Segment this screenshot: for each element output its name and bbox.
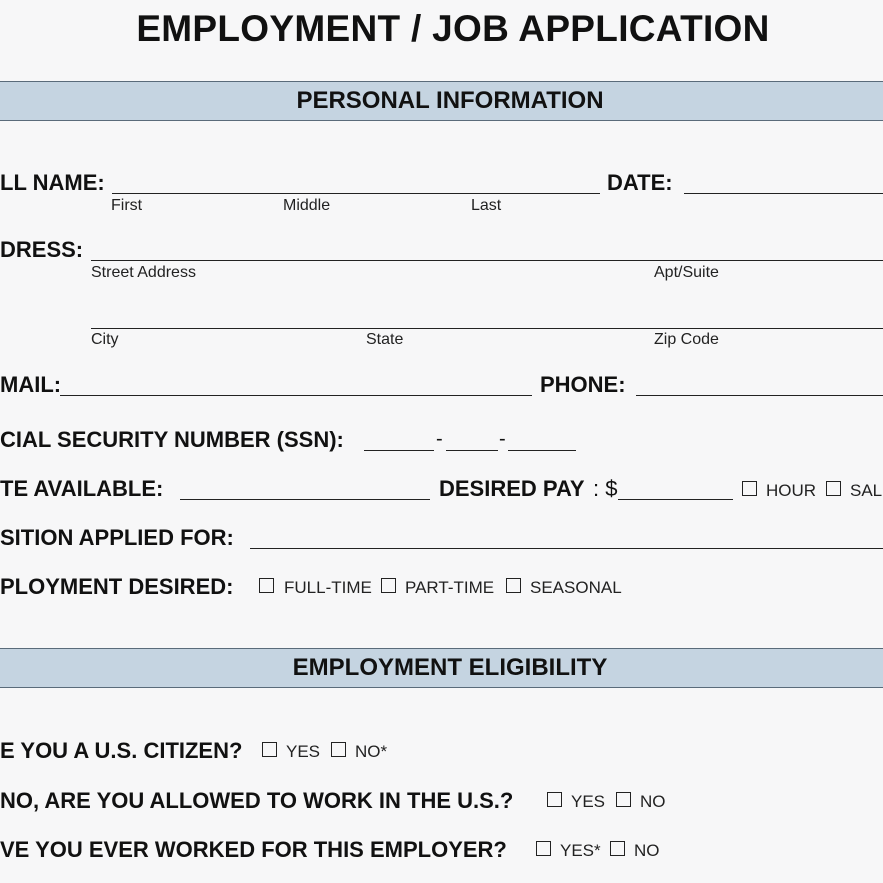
worked-yes-checkbox[interactable] [536, 841, 551, 856]
date-label: DATE: [607, 170, 673, 195]
citizen-no-label: NO* [355, 742, 388, 761]
seasonal-label: SEASONAL [530, 578, 622, 597]
name-middle-hint: Middle [283, 197, 331, 214]
hour-checkbox[interactable] [742, 481, 757, 496]
desired-pay-field[interactable] [618, 499, 733, 500]
full-time-label: FULL-TIME [284, 578, 372, 597]
apt-suite-hint: Apt/Suite [654, 264, 719, 281]
date-available-field[interactable] [180, 499, 430, 500]
salary-option-label: SAL [850, 481, 883, 500]
part-time-label: PART-TIME [405, 578, 495, 597]
ssn-part-2-field[interactable] [446, 450, 498, 451]
name-first-hint: First [111, 197, 143, 214]
desired-pay-label: DESIRED PAY [439, 476, 585, 501]
worked-yes-label: YES* [560, 841, 601, 860]
section-header-eligibility [0, 648, 883, 688]
citizen-yes-checkbox[interactable] [262, 742, 277, 757]
position-field[interactable] [250, 548, 883, 549]
ssn-dash: - [436, 428, 443, 450]
email-field[interactable] [60, 395, 532, 396]
phone-label: PHONE: [540, 372, 626, 397]
citizen-question: E YOU A U.S. CITIZEN? [0, 738, 243, 763]
salary-checkbox[interactable] [826, 481, 841, 496]
full-name-field[interactable] [112, 193, 600, 194]
address-label: DRESS: [0, 237, 84, 262]
citizen-no-checkbox[interactable] [331, 742, 346, 757]
section-title: PERSONAL INFORMATION [296, 87, 604, 114]
allowed-no-checkbox[interactable] [616, 792, 631, 807]
worked-before-question: VE YOU EVER WORKED FOR THIS EMPLOYER? [0, 837, 507, 862]
section-header-personal [0, 81, 883, 121]
street-address-hint: Street Address [91, 264, 196, 281]
city-hint: City [91, 331, 119, 348]
allowed-yes-label: YES [571, 792, 606, 811]
phone-field[interactable] [636, 395, 883, 396]
allowed-no-label: NO [640, 792, 666, 811]
seasonal-checkbox[interactable] [506, 578, 521, 593]
form-title: EMPLOYMENT / JOB APPLICATION [136, 8, 770, 49]
date-available-label: TE AVAILABLE: [0, 476, 164, 501]
part-time-checkbox[interactable] [381, 578, 396, 593]
city-state-zip-field[interactable] [91, 328, 883, 329]
full-name-label: LL NAME: [0, 170, 105, 195]
ssn-part-1-field[interactable] [364, 450, 434, 451]
zip-code-hint: Zip Code [654, 331, 719, 348]
state-hint: State [366, 331, 404, 348]
name-last-hint: Last [471, 197, 502, 214]
email-label: MAIL: [0, 372, 62, 397]
allowed-to-work-question: NO, ARE YOU ALLOWED TO WORK IN THE U.S.? [0, 788, 514, 813]
section-title: EMPLOYMENT ELIGIBILITY [292, 654, 608, 681]
hour-option-label: HOUR [766, 481, 817, 500]
position-label: SITION APPLIED FOR: [0, 525, 234, 550]
date-field[interactable] [684, 193, 883, 194]
allowed-yes-checkbox[interactable] [547, 792, 562, 807]
ssn-part-3-field[interactable] [508, 450, 576, 451]
employment-desired-label: PLOYMENT DESIRED: [0, 574, 234, 599]
desired-pay-dollar: : $ [593, 476, 618, 501]
street-address-field[interactable] [91, 260, 883, 261]
ssn-label: CIAL SECURITY NUMBER (SSN): [0, 427, 344, 452]
worked-no-label: NO [634, 841, 660, 860]
worked-no-checkbox[interactable] [610, 841, 625, 856]
ssn-dash: - [499, 428, 506, 450]
full-time-checkbox[interactable] [259, 578, 274, 593]
citizen-yes-label: YES [286, 742, 321, 761]
